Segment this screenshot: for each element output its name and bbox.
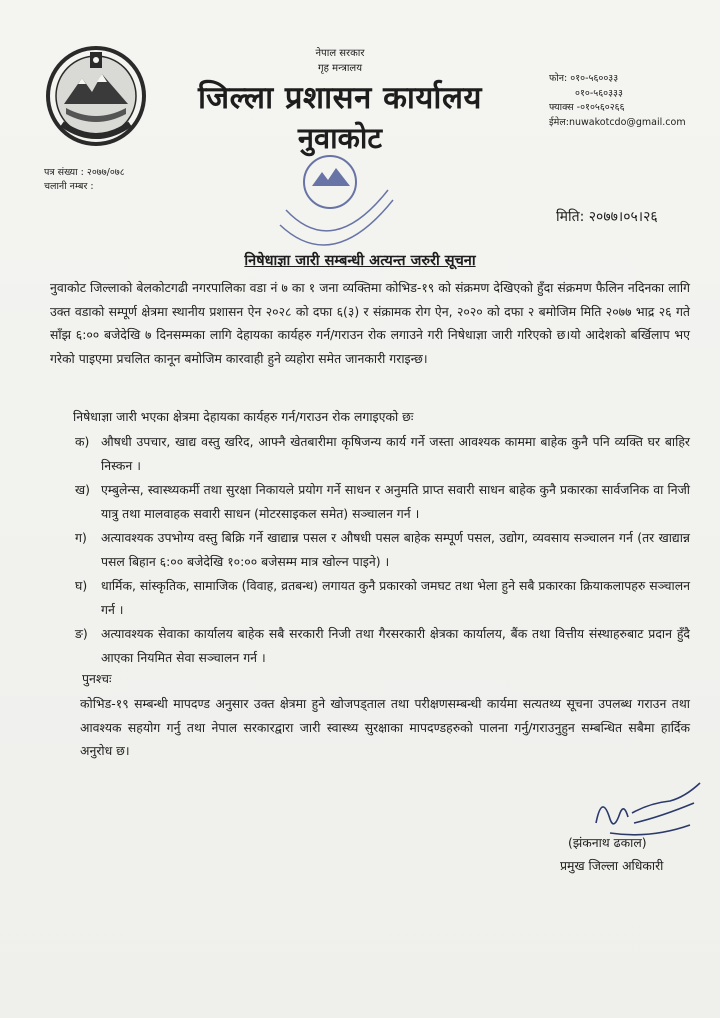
- office-title: जिल्ला प्रशासन कार्यालय: [198, 80, 482, 116]
- restriction-text: अत्यावश्यक सेवाका कार्यालय बाहेक सबै सरकारी निजी तथा गैरसरकारी क्षेत्रका कार्यालय, बैंक तथा वित्तीय संस्थाहरुबाट प्रदान हुँदै आएका नियमित सेवा सञ्चालन गर्न ।: [101, 626, 690, 665]
- office-seal-stamp-icon: [268, 150, 398, 265]
- restriction-item: [75, 622, 690, 669]
- reference-block: [44, 166, 125, 194]
- ministry-name: गृह मन्त्रालय: [317, 63, 363, 74]
- contact-phone-1: फोन: ०१०-५६००३३: [549, 73, 619, 84]
- letter-number: पत्र संख्या : २०७७/०७८: [44, 167, 125, 178]
- restriction-item: [75, 574, 690, 621]
- restriction-text: एम्बुलेन्स, स्वास्थ्यकर्मी तथा सुरक्षा निकायले प्रयोग गर्ने साधन र अनुमति प्राप्त सवारी साधन बाहेक कुनै प्रकारका सार्वजनिक वा निजी यात्रु तथा मालवाहक सवारी साधन (मोटरसाइकल समेत) सञ्चालन गर्न ।: [101, 482, 690, 521]
- restriction-mark: ख): [75, 482, 90, 497]
- restriction-mark: क): [75, 434, 90, 449]
- intro-paragraph: नुवाकोट जिल्लाको बेलकोटगढी नगरपालिका वडा नं ७ का १ जना व्यक्तिमा कोभिड-१९ को संक्रमण देखिएको हुँदा संक्रमण फैलिन नदिनका लागि उक्त वडाको सम्पूर्ण क्षेत्रमा स्थानीय प्रशासन ऐन २०२८ को दफा ६(३) र संक्रामक रोग ऐन, २०२० को दफा २ बमोजिम मिति २०७७ भाद्र २६ गते साँझ ६:०० बजेदेखि ७ दिनसम्मका लागि देहायका कार्यहरु गर्न/गराउन रोक लगाउने गरी निषेधाज्ञा जारी गरिएको छ।यो आदेशको बर्खिलाप भए गरेको पाइएमा प्रचलित कानून बमोजिम कारवाही हुने व्यहोरा समेत जानकारी गराइन्छ।: [50, 280, 690, 366]
- restriction-item: [75, 526, 690, 573]
- restriction-item: [75, 478, 690, 525]
- restriction-mark: ङ): [75, 626, 88, 641]
- restriction-text: अत्यावश्यक उपभोग्य वस्तु बिक्रि गर्ने खाद्यान्न पसल र औषधी पसल बाहेक सम्पूर्ण पसल, उद्योग, व्यवसाय सञ्चालन गर्न (तर खाद्यान्न पसल बिहान ६:०० बजेदेखि १०:०० बजेसम्म मात्र खोल्न पाइने) ।: [101, 530, 690, 569]
- restriction-text: धार्मिक, सांस्कृतिक, सामाजिक (विवाह, व्रतबन्ध) लगायत कुनै प्रकारको जमघट तथा भेला हुने सबै प्रकारका क्रियाकलापहरु सञ्चालन गर्न ।: [101, 578, 690, 617]
- contact-phone-2: ०१०-५६०३३३: [575, 87, 623, 99]
- letter-date: मिति: २०७७।०५।२६: [556, 209, 658, 225]
- restriction-item: [75, 430, 690, 477]
- nepal-emblem-icon: [44, 44, 148, 148]
- restriction-mark: ग): [75, 530, 87, 545]
- signature-icon: [590, 773, 710, 843]
- signatory-title: प्रमुख जिल्ला अधिकारी: [560, 858, 664, 873]
- notice-subject: निषेधाज्ञा जारी सम्बन्धी अत्यन्त जरुरी सूचना: [244, 253, 476, 269]
- signatory-name: (झंकनाथ ढकाल): [568, 835, 647, 850]
- postscript-heading: पुनश्चः: [82, 671, 112, 686]
- restriction-mark: घ): [75, 578, 88, 593]
- restrictions-heading: निषेधाज्ञा जारी भएका क्षेत्रमा देहायका कार्यहरु गर्न/गराउन रोक लगाइएको छः: [73, 409, 414, 424]
- contact-fax: फ्याक्स -०१०५६०२६६: [549, 102, 625, 113]
- office-district: नुवाकोट: [297, 121, 383, 155]
- postscript-paragraph: कोभिड-१९ सम्बन्धी मापदण्ड अनुसार उक्त क्षेत्रमा हुने खोजपड्ताल तथा परीक्षणसम्बन्धी कार्यमा सत्यतथ्य सूचना उपलब्ध गराउन तथा आवश्यक सहयोग गर्नु तथा नेपाल सरकारद्वारा जारी स्वास्थ्य सुरक्षाका मापदण्डहरुको पालना गर्नु/गराउनुहुन सम्बन्धित सबैमा हार्दिक अनुरोध छ।: [80, 696, 690, 759]
- dispatch-number: चलानी नम्बर :: [44, 181, 94, 192]
- restriction-text: औषधी उपचार, खाद्य वस्तु खरिद, आफ्नै खेतबारीमा कृषिजन्य कार्य गर्ने जस्ता आवश्यक काममा बाहेक कुनै पनि व्यक्ति घर बाहिर निस्कन ।: [101, 434, 690, 473]
- contact-block: [549, 72, 686, 130]
- contact-email: ईमेल:nuwakotcdo@gmail.com: [549, 116, 686, 128]
- government-name: नेपाल सरकार: [315, 48, 365, 59]
